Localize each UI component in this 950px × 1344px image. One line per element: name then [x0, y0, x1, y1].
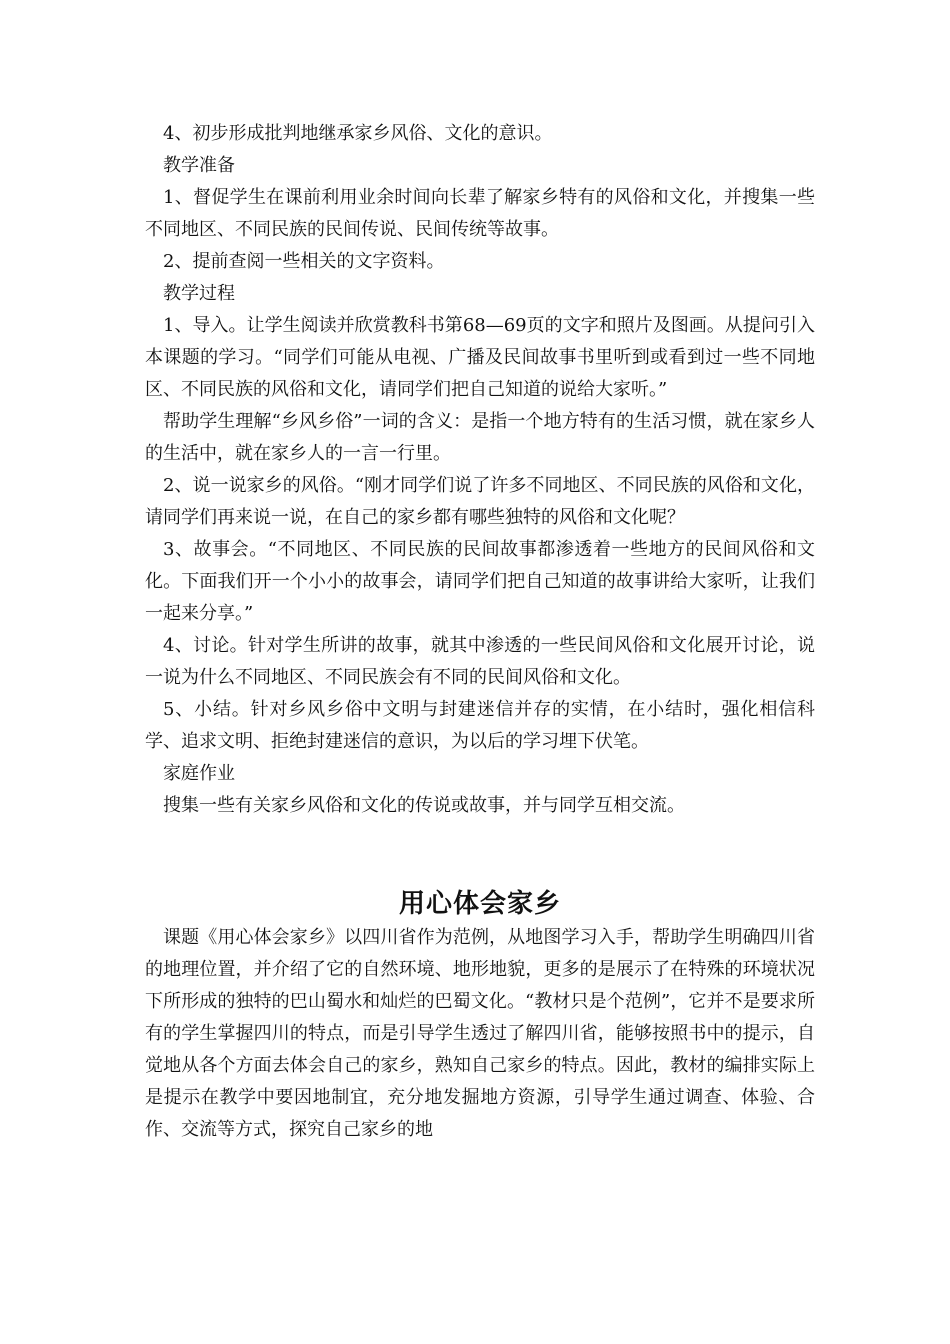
document-body [145, 118, 815, 1146]
step-2-paragraph: 2、说一说家乡的风俗。“刚才同学们说了许多不同地区、不同民族的风俗和文化，请同学们再来说一说，在自己的家乡都有哪些独特的风俗和文化呢？ [145, 475, 815, 528]
lesson-title: 用心体会家乡 [398, 889, 561, 919]
homework-heading: 家庭作业 [163, 763, 235, 784]
lesson-intro-paragraph: 课题《用心体会家乡》以四川省作为范例，从地图学习入手，帮助学生明确四川省的地理位置，并介绍了它的自然环境、地形地貌，更多的是展示了在特殊的环境状况下所形成的独特的巴山蜀水和灿烂的巴蜀文化。“教材只是个范例”，它并不是要求所有的学生掌握四川的特点，而是引导学生透过了解四川省，能够按照书中的提示，自觉地从各个方面去体会自己的家乡，熟知自己家乡的特点。因此，教材的编排实际上是提示在教学中要因地制宜，充分地发掘地方资源，引导学生通过调查、体验、合作、交流等方式，探究自己家乡的地 [145, 927, 815, 1140]
step-5-paragraph: 5、小结。针对乡风乡俗中文明与封建迷信并存的实情，在小结时，强化相信科学、追求文明、拒绝封建迷信的意识，为以后的学习埋下伏笔。 [145, 699, 815, 752]
prep-1-paragraph: 1、督促学生在课前利用业余时间向长辈了解家乡特有的风俗和文化，并搜集一些不同地区、不同民族的民间传说、民间传统等故事。 [145, 187, 815, 240]
step-1-paragraph: 1、导入。让学生阅读并欣赏教科书第68—69页的文字和照片及图画。从提问引入本课题的学习。“同学们可能从电视、广播及民间故事书里听到或看到过一些不同地区、不同民族的风俗和文化，请同学们把自己知道的说给大家听。” [145, 315, 815, 400]
step-1-note-paragraph: 帮助学生理解“乡风乡俗”一词的含义：是指一个地方特有的生活习惯，就在家乡人的生活中，就在家乡人的一言一行里。 [145, 411, 815, 464]
prep-2-paragraph: 2、提前查阅一些相关的文字资料。 [163, 251, 445, 272]
step-4-paragraph: 4、讨论。针对学生所讲的故事，就其中渗透的一些民间风俗和文化展开讨论，说一说为什么不同地区、不同民族会有不同的民间风俗和文化。 [145, 635, 815, 688]
process-heading: 教学过程 [163, 283, 235, 304]
goal-4-paragraph: 4、初步形成批判地继承家乡风俗、文化的意识。 [163, 123, 553, 144]
step-3-paragraph: 3、故事会。“不同地区、不同民族的民间故事都渗透着一些地方的民间风俗和文化。下面我们开一个小小的故事会，请同学们把自己知道的故事讲给大家听，让我们一起来分享。” [145, 539, 815, 624]
homework-paragraph: 搜集一些有关家乡风俗和文化的传说或故事，并与同学互相交流。 [163, 795, 685, 816]
section-spacer [145, 822, 815, 886]
prep-heading: 教学准备 [163, 155, 235, 176]
